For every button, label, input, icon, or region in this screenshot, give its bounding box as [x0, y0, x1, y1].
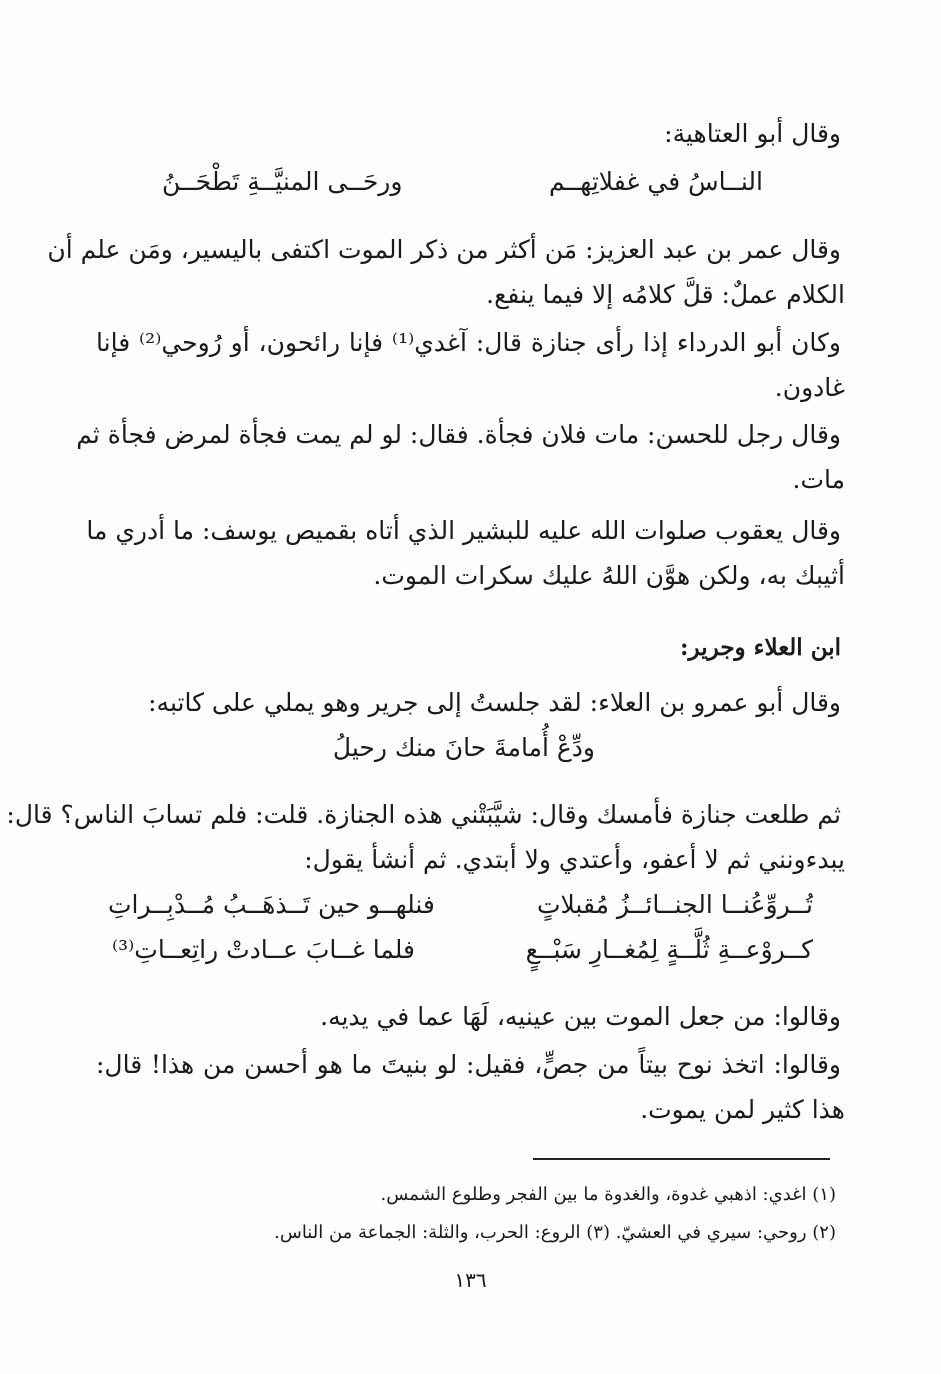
- footnote: (١) اغدي: اذهبي غدوة، والغدوة ما بين الفجر وطلوع الشمس.: [380, 1184, 836, 1205]
- paragraph-line: غادون.: [774, 373, 845, 402]
- paragraph-line: مات.: [792, 465, 845, 494]
- page-number: ١٣٦: [454, 1268, 487, 1292]
- paragraph-line: وقال يعقوب صلوات الله عليه للبشير الذي أتاه بقميص يوسف: ما أدري ما: [86, 516, 841, 545]
- paragraph-line: وكان أبو الدرداء إذا رأى جنازة قال: آغدي⁽¹⁾ فإنا رائحون، أو رُوحي⁽²⁾ فإنا: [96, 328, 842, 357]
- poem-hemistich-left: فنلهــو حين تَــذهَــبُ مُــدْبِــراتِ: [108, 890, 435, 919]
- paragraph-line: ثم طلعت جنازة فأمسك وقال: شيَّبَتْني هذه الجنازة. قلت: فلم تسابَ الناس؟ قال:: [6, 800, 841, 829]
- paragraph-line: وقال عمر بن عبد العزيز: مَن أكثر من ذكر الموت اكتفى باليسير، ومَن علم أن: [47, 235, 841, 264]
- poem-hemistich-right: كــروْعــةِ ثُلَّــةٍ لِمُغــارِ سَبْــعٍ: [525, 935, 813, 964]
- paragraph-line: وقالوا: اتخذ نوح بيتاً من جصٍّ، فقيل: لو بنيتَ ما هو أحسن من هذا! قال:: [96, 1050, 841, 1079]
- paragraph-line: وقالوا: من جعل الموت بين عينيه، لَهَا عما في يديه.: [320, 1002, 841, 1031]
- poem-hemistich-right: تُــروِّعُنــا الجنــائــزُ مُقبلاتٍ: [536, 890, 813, 919]
- poem-hemistich-left: فلما غــابَ عــادتْ راتِعــاتِ⁽³⁾: [112, 935, 416, 964]
- footnote-separator: [533, 1158, 830, 1160]
- quoted-verse: ودِّعْ أُمامةَ حانَ منك رحيلُ: [332, 733, 595, 762]
- paragraph-line: وقال رجل للحسن: مات فلان فجأة. فقال: لو لم يمت فجأة لمرض فجأة ثم: [76, 420, 841, 449]
- section-heading: ابن العلاء وجرير:: [680, 634, 841, 661]
- paragraph-line: أثيبك به، ولكن هوَّن اللهُ عليك سكرات الموت.: [373, 561, 845, 590]
- poem-hemistich-left: ورحَــى المنيَّــةِ تَطْحَــنُ: [162, 167, 403, 196]
- footnote: (٢) روحي: سيري في العشيّ. (٣) الروع: الحرب، والثلة: الجماعة من الناس.: [274, 1222, 836, 1243]
- paragraph-line: وقال أبو العتاهية:: [664, 119, 841, 148]
- paragraph-line: وقال أبو عمرو بن العلاء: لقد جلستُ إلى جرير وهو يملي على كاتبه:: [148, 688, 841, 717]
- paragraph-line: يبدءونني ثم لا أعفو، وأعتدي ولا أبتدي. ثم أنشأ يقول:: [304, 845, 845, 874]
- paragraph-line: الكلام عملٌ: قلَّ كلامُه إلا فيما ينفع.: [486, 280, 845, 309]
- poem-hemistich-right: النــاسُ في غفلاتِهــم: [549, 167, 763, 196]
- paragraph-line: هذا كثير لمن يموت.: [640, 1095, 845, 1124]
